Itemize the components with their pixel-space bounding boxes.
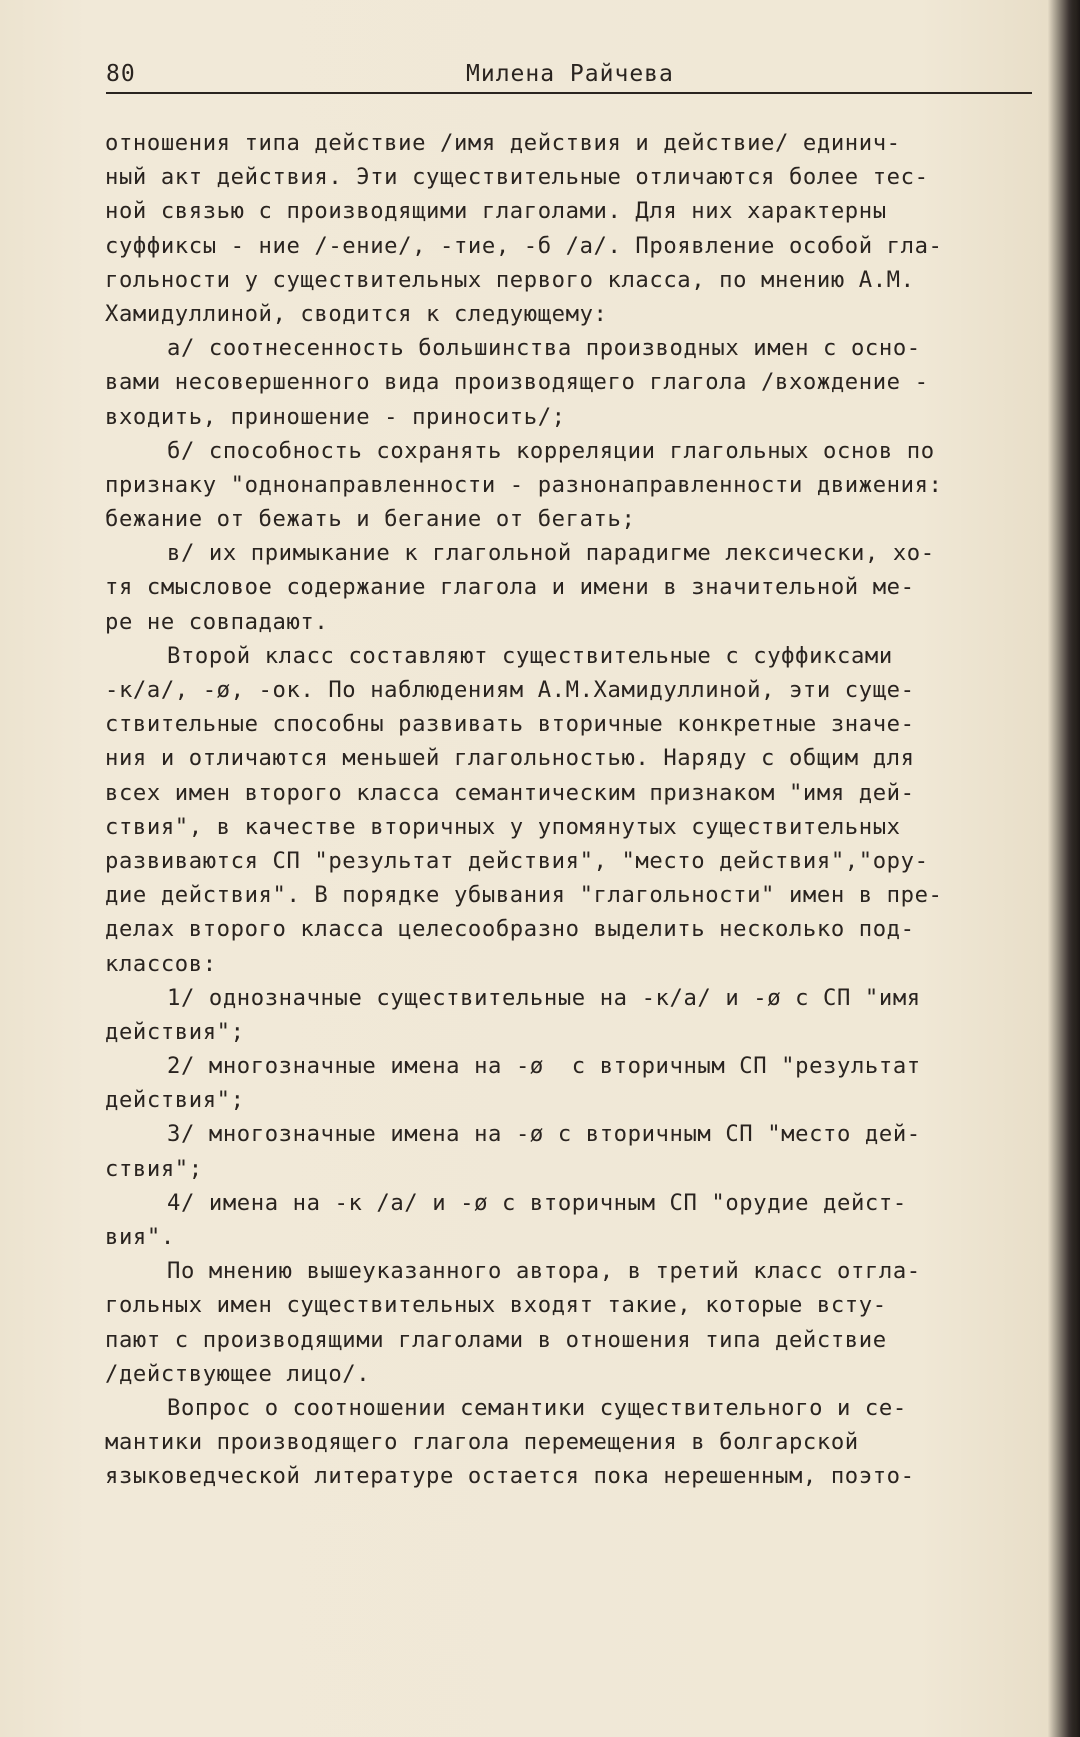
text-line: ствительные способны развивать вторичные конкретные значе- [105,711,915,738]
text-line: входить, приношение - приносить/; [105,403,566,430]
text-line: Вопрос о соотношении семантики существительного и се- [167,1394,907,1421]
text-line: 1/ однозначные существительные на -к/а/ и -ø с СП "имя [167,984,921,1011]
page-number: 80 [106,61,136,87]
text-line: 4/ имена на -к /а/ и -ø с вторичным СП "орудие дейст- [167,1189,907,1216]
page-edge-shadow [1070,0,1080,1737]
text-line: языковедческой литературе остается пока нерешенным, поэто- [105,1463,915,1490]
text-line: 2/ многозначные имена на -ø с вторичным СП "результат [167,1053,921,1080]
text-line: вия". [105,1224,175,1250]
text-line: суффиксы - ние /-ение/, -тие, -б /а/. Проявление особой гла- [105,232,943,259]
text-line: ствия", в качестве вторичных у упомянутых существительных [105,813,901,840]
text-line: мантики производящего глагола перемещения в болгарской [105,1429,859,1456]
text-line: вами несовершенного вида производящего глагола /вхождение - [105,369,929,396]
text-line: дие действия". В порядке убывания "глагольности" имен в пре- [105,882,943,909]
text-line: ствия"; [105,1155,203,1182]
text-line: а/ соотнесенность большинства производных имен с осно- [167,335,921,362]
text-line: ной связью с производящими глаголами. Для них характерны [105,198,887,225]
text-line: гольных имен существительных входят такие, которые всту- [105,1292,887,1319]
text-line: в/ их примыкание к глагольной парадигме лексически, хо- [167,540,935,567]
text-line: Хамидуллиной, сводится к следующему: [105,300,608,327]
body-text [105,126,1050,1494]
text-line: бежание от бежать и бегание от бегать; [105,506,636,533]
text-line: развиваются СП "результат действия", "место действия","ору- [105,847,929,874]
text-line: всех имен второго класса семантическим признаком "имя дей- [105,779,915,806]
text-line: По мнению вышеуказанного автора, в третий класс отгла- [167,1258,921,1285]
text-line: пают с производящими глаголами в отношения типа действие [105,1326,887,1353]
text-line: делах второго класса целесообразно выделить несколько под- [105,916,915,943]
text-line: ный акт действия. Эти существительные отличаются более тес- [105,164,929,191]
text-line: 3/ многозначные имена на -ø с вторичным СП "место дей- [167,1121,921,1148]
running-title: Милена Райчева [466,61,674,87]
page-header [106,56,1032,94]
text-line: тя смысловое содержание глагола и имени в значительной ме- [105,574,915,601]
text-line: гольности у существительных первого класса, по мнению А.М. [105,266,915,293]
text-line: /действующее лицо/. [105,1360,371,1387]
text-line: ре не совпадают. [105,608,329,635]
text-line: Второй класс составляют существительные с суффиксами [167,642,893,669]
text-line: отношения типа действие /имя действия и действие/ единич- [105,130,901,156]
text-line: ния и отличаются меньшей глагольностью. Наряду с общим для [105,745,915,772]
text-line: классов: [105,950,217,977]
text-line: действия"; [105,1087,245,1114]
text-line: действия"; [105,1018,245,1045]
text-line: б/ способность сохранять корреляции глагольных основ по [167,437,935,464]
text-line: признаку "однонаправленности - разнонаправленности движения: [105,471,943,498]
text-line: -к/а/, -ø, -ок. По наблюдениям А.М.Хамидуллиной, эти суще- [105,677,915,703]
